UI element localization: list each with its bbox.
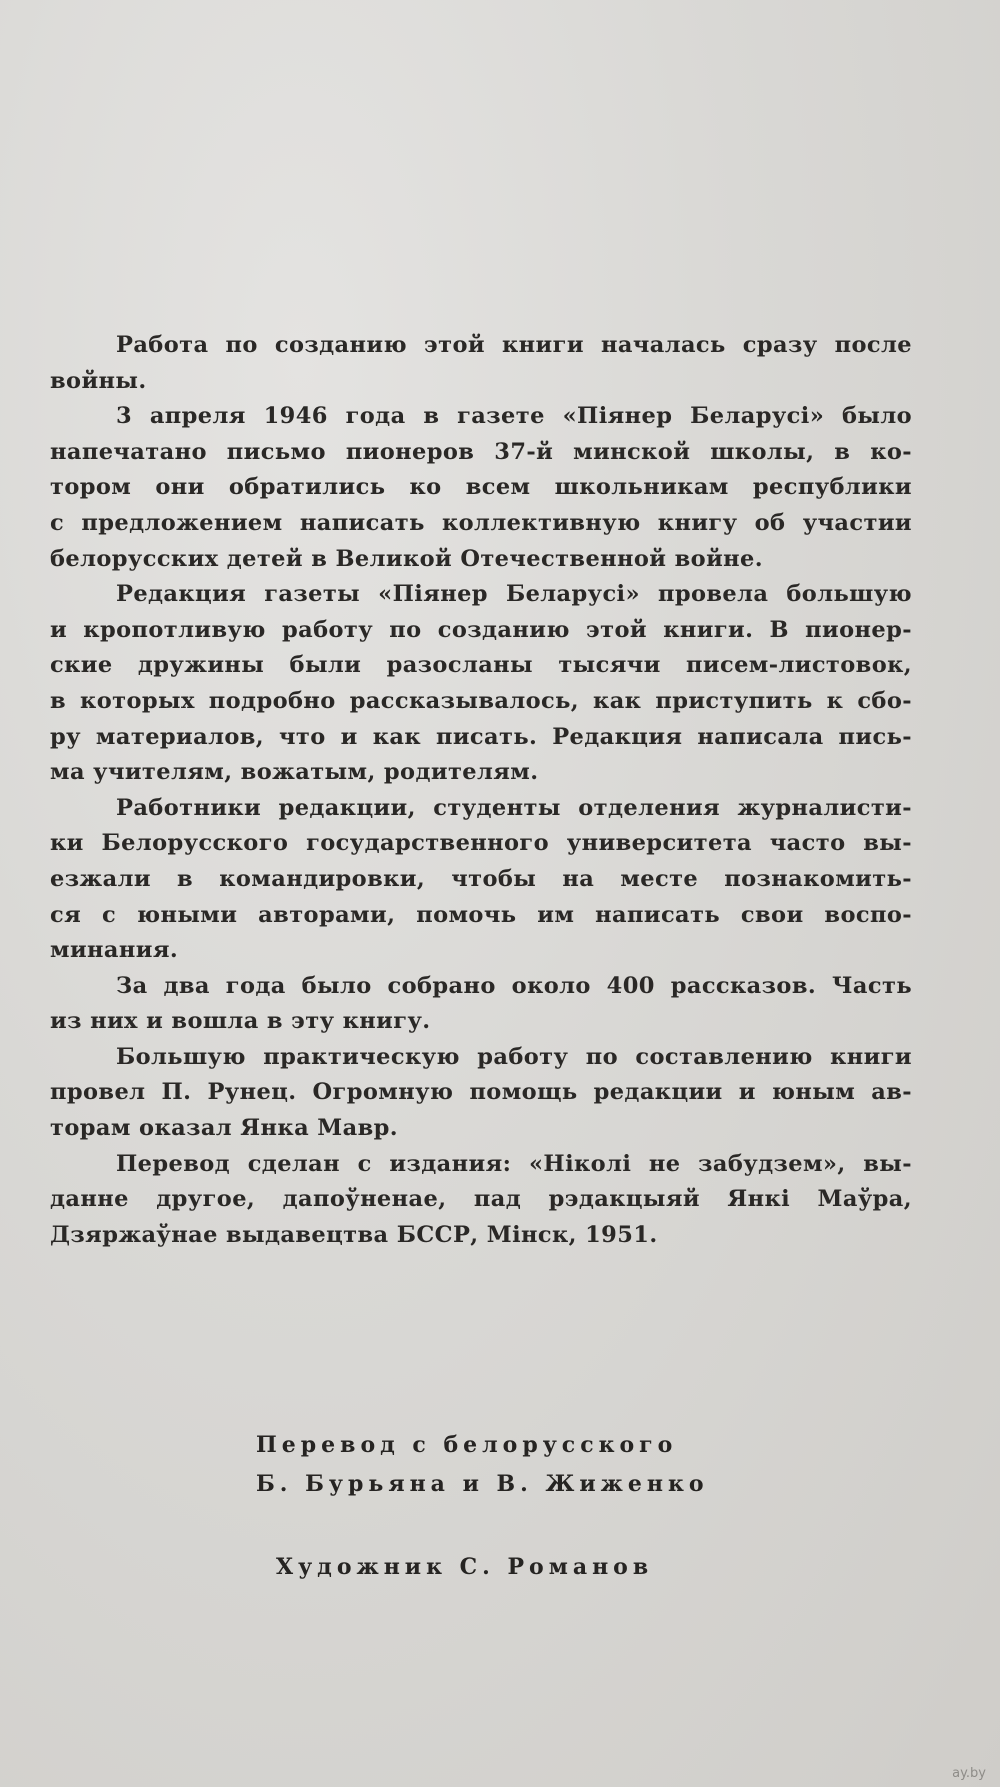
text-line: ские дружины были разосланы тысячи писем-листовок,: [50, 652, 912, 679]
text-line: с предложением написать коллективную книгу об участии: [50, 509, 912, 536]
text-line: Работники редакции, студенты отделения журналисти-: [116, 794, 912, 821]
paragraph: [50, 1040, 912, 1147]
text-line: Работа по созданию этой книги началась сразу после: [116, 332, 912, 358]
text-line: За два года было собрано около 400 рассказов. Часть: [116, 972, 912, 999]
text-line: провел П. Рунец. Огромную помощь редакции и юным ав-: [50, 1079, 912, 1106]
text-line: Большую практическую работу по составлению книги: [116, 1043, 912, 1070]
text-line: Перевод сделан с издания: «Ніколі не забудзем», вы-: [116, 1150, 912, 1177]
text-line: данне другое, дапоўненае, пад рэдакцыяй Янкі Маўра,: [50, 1186, 912, 1213]
text-line: в которых подробно рассказывалось, как приступить к сбо-: [50, 687, 912, 714]
text-line: 3 апреля 1946 года в газете «Піянер Беларусі» было: [116, 403, 912, 430]
translation-credit: Перевод с белорусского: [256, 1432, 678, 1458]
text-line: напечатано письмо пионеров 37-й минской школы, в ко-: [50, 438, 912, 465]
text-line: езжали в командировки, чтобы на месте познакомить-: [50, 865, 912, 892]
paragraph: [50, 577, 912, 791]
text-line: Дзяржаўнае выдавецтва БССР, Мінск, 1951.: [50, 1221, 658, 1248]
text-line: ру материалов, что и как писать. Редакция написала пись-: [50, 723, 912, 750]
paragraph: [50, 328, 912, 399]
text-line: из них и вошла в эту книгу.: [50, 1008, 431, 1035]
text-line: ма учителям, вожатым, родителям.: [50, 759, 539, 786]
text-line: торам оказал Янка Мавр.: [50, 1115, 398, 1142]
paragraph: [50, 791, 912, 969]
watermark-label: ay.by: [952, 1766, 986, 1781]
text-line: ся с юными авторами, помочь им написать свои воспо-: [50, 901, 912, 928]
book-preface-text: [50, 328, 912, 1253]
text-line: минания.: [50, 937, 179, 964]
text-line: войны.: [50, 367, 147, 394]
paragraph: [50, 1147, 912, 1254]
artist-credit: Художник С. Романов: [276, 1554, 654, 1580]
paragraph: [50, 399, 912, 577]
text-line: Редакция газеты «Піянер Беларусі» провела большую: [116, 581, 912, 608]
text-line: ки Белорусского государственного университета часто вы-: [50, 830, 912, 857]
text-line: тором они обратились ко всем школьникам республики: [50, 474, 912, 501]
text-line: и кропотливую работу по созданию этой книги. В пионер-: [50, 616, 912, 643]
text-line: белорусских детей в Великой Отечественной войне.: [50, 545, 763, 572]
paragraph: [50, 969, 912, 1040]
translators-credit: Б. Бурьяна и В. Жиженко: [256, 1471, 709, 1497]
